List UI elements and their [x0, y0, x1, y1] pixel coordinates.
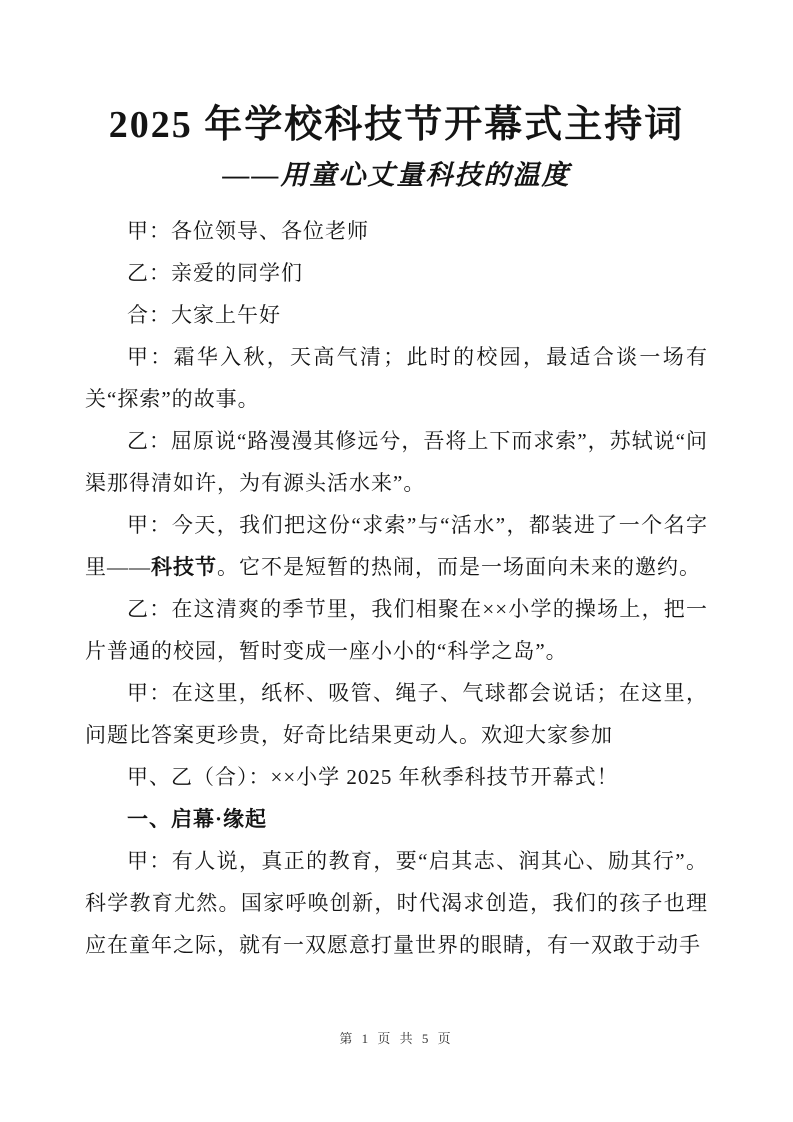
dialogue-line-announcement: 甲、乙（合）：××小学 2025 年秋季科技节开幕式！: [127, 765, 619, 789]
dialogue-line-host-a: 甲：各位领导、各位老师: [127, 219, 369, 243]
dialogue-paragraph: 甲：有人说，真正的教育，要“启其志、润其心、励其行”。科学教育尤然。国家呼唤创新，时代渴求创造，我们的孩子也理应在童年之际，就有一双愿意打量世界的眼睛，有一双敢于动手: [85, 849, 708, 957]
document-title: 2025 年学校科技节开幕式主持词: [108, 104, 685, 146]
rich-text-bold-term: 科技节: [151, 555, 217, 579]
section-heading: 一、启幕·缘起: [127, 807, 268, 831]
rich-text-pre: 甲：今天，我们把这份“求索”与“活水”，都装进了一个名字里——: [85, 513, 708, 579]
dialogue-paragraph: 乙：屈原说“路漫漫其修远兮，吾将上下而求索”，苏轼说“问渠那得清如许，为有源头活水来”。: [85, 429, 708, 495]
dialogue-paragraph: 甲：在这里，纸杯、吸管、绳子、气球都会说话；在这里，问题比答案更珍贵，好奇比结果更动人。欢迎大家参加: [85, 681, 708, 747]
document-body: [85, 210, 708, 966]
dialogue-paragraph-rich: [85, 504, 708, 588]
dialogue-paragraph: 乙：在这清爽的季节里，我们相聚在××小学的操场上，把一片普通的校园，暂时变成一座小小的“科学之岛”。: [85, 597, 708, 663]
dialogue-line-together: 合：大家上午好: [127, 303, 281, 327]
dialogue-line-host-b: 乙：亲爱的同学们: [127, 261, 303, 285]
document-subtitle: ——用童心丈量科技的温度: [222, 160, 571, 190]
dialogue-paragraph: 甲：霜华入秋，天高气清；此时的校园，最适合谈一场有关“探索”的故事。: [85, 345, 708, 411]
rich-text-post: 。它不是短暂的热闹，而是一场面向未来的邀约。: [217, 555, 701, 579]
page-number-footer: 第 1 页 共 5 页: [339, 1031, 454, 1046]
